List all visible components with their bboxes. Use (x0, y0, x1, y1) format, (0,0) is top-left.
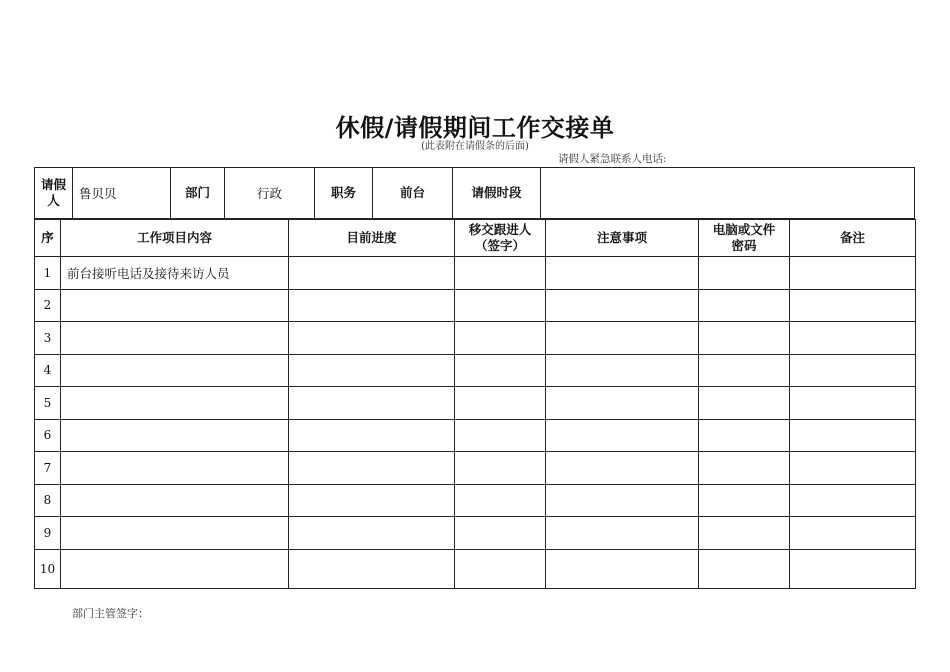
leave-period-field[interactable] (541, 168, 915, 219)
row-notes[interactable] (546, 517, 699, 550)
header-notes: 注意事项 (546, 220, 699, 257)
row-remarks[interactable] (790, 289, 916, 322)
row-password[interactable] (699, 354, 790, 387)
row-seq-number: 7 (35, 452, 61, 485)
header-seq: 序 (35, 220, 61, 257)
handover-table (34, 219, 916, 589)
row-notes[interactable] (546, 484, 699, 517)
row-password[interactable] (699, 387, 790, 420)
row-handover-signature[interactable] (455, 549, 546, 588)
row-notes[interactable] (546, 452, 699, 485)
row-work-content[interactable] (61, 322, 289, 355)
table-row (35, 354, 916, 387)
row-handover-signature[interactable] (455, 517, 546, 550)
row-remarks[interactable] (790, 257, 916, 290)
row-progress[interactable] (289, 419, 455, 452)
table-header-row (35, 220, 916, 257)
table-row (35, 484, 916, 517)
row-handover-signature[interactable] (455, 387, 546, 420)
row-seq-number: 3 (35, 322, 61, 355)
row-remarks[interactable] (790, 387, 916, 420)
row-handover-signature[interactable] (455, 322, 546, 355)
supervisor-signature-label: 部门主管签字： (72, 607, 149, 620)
row-handover-signature[interactable] (455, 257, 546, 290)
form-subtitle: (此表附在请假条的后面) (421, 141, 529, 152)
row-notes[interactable] (546, 419, 699, 452)
row-remarks[interactable] (790, 484, 916, 517)
row-notes[interactable] (546, 549, 699, 588)
header-remarks: 备注 (790, 220, 916, 257)
row-seq-number: 9 (35, 517, 61, 550)
row-handover-signature[interactable] (455, 419, 546, 452)
row-password[interactable] (699, 517, 790, 550)
row-work-content[interactable] (61, 354, 289, 387)
row-work-content[interactable] (61, 452, 289, 485)
row-progress[interactable] (289, 452, 455, 485)
row-notes[interactable] (546, 257, 699, 290)
header-password-line1: 电脑或文件 (712, 222, 776, 237)
applicant-info-table (34, 167, 915, 219)
row-seq-number: 5 (35, 387, 61, 420)
row-work-content[interactable] (61, 289, 289, 322)
leave-period-label: 请假时段 (453, 168, 541, 219)
row-handover-signature[interactable] (455, 289, 546, 322)
row-progress[interactable] (289, 549, 455, 588)
row-password[interactable] (699, 484, 790, 517)
row-work-content[interactable] (61, 484, 289, 517)
row-remarks[interactable] (790, 322, 916, 355)
row-progress[interactable] (289, 289, 455, 322)
header-handover-line1: 移交跟进人 (468, 222, 532, 237)
row-seq-number: 2 (35, 289, 61, 322)
header-password-line2: 密码 (731, 238, 757, 253)
table-row (35, 419, 916, 452)
row-handover-signature[interactable] (455, 452, 546, 485)
row-notes[interactable] (546, 387, 699, 420)
table-row (35, 452, 916, 485)
row-progress[interactable] (289, 387, 455, 420)
row-handover-signature[interactable] (455, 484, 546, 517)
row-remarks[interactable] (790, 419, 916, 452)
header-password (699, 220, 790, 257)
table-row (35, 257, 916, 290)
row-work-content[interactable] (61, 549, 289, 588)
header-handover-person (455, 220, 546, 257)
row-seq-number: 4 (35, 354, 61, 387)
row-password[interactable] (699, 419, 790, 452)
row-seq-number: 1 (35, 257, 61, 290)
row-work-content[interactable]: 前台接听电话及接待来访人员 (61, 257, 289, 290)
table-row (35, 549, 916, 588)
row-work-content[interactable] (61, 419, 289, 452)
row-seq-number: 6 (35, 419, 61, 452)
row-password[interactable] (699, 452, 790, 485)
position-field[interactable]: 前台 (373, 168, 453, 219)
row-remarks[interactable] (790, 517, 916, 550)
header-handover-line2: （签字） (474, 238, 525, 253)
row-password[interactable] (699, 257, 790, 290)
row-notes[interactable] (546, 322, 699, 355)
page-title: 休假/请假期间工作交接单 (335, 114, 615, 142)
applicant-name-field[interactable]: 鲁贝贝 (73, 168, 171, 219)
row-seq-number: 10 (35, 549, 61, 588)
row-work-content[interactable] (61, 517, 289, 550)
emergency-contact-label: 请假人紧急联系人电话: (558, 153, 667, 165)
row-progress[interactable] (289, 257, 455, 290)
row-password[interactable] (699, 289, 790, 322)
row-remarks[interactable] (790, 549, 916, 588)
row-progress[interactable] (289, 354, 455, 387)
header-work-content: 工作项目内容 (61, 220, 289, 257)
row-password[interactable] (699, 549, 790, 588)
row-remarks[interactable] (790, 354, 916, 387)
table-row (35, 322, 916, 355)
table-row (35, 289, 916, 322)
department-field[interactable]: 行政 (225, 168, 315, 219)
row-seq-number: 8 (35, 484, 61, 517)
row-password[interactable] (699, 322, 790, 355)
applicant-label: 请假人 (35, 168, 73, 219)
table-row (35, 387, 916, 420)
row-progress[interactable] (289, 484, 455, 517)
row-remarks[interactable] (790, 452, 916, 485)
row-notes[interactable] (546, 354, 699, 387)
table-row (35, 517, 916, 550)
row-progress[interactable] (289, 517, 455, 550)
row-work-content[interactable] (61, 387, 289, 420)
row-handover-signature[interactable] (455, 354, 546, 387)
header-progress: 目前进度 (289, 220, 455, 257)
department-label: 部门 (171, 168, 225, 219)
row-notes[interactable] (546, 289, 699, 322)
position-label: 职务 (315, 168, 373, 219)
row-progress[interactable] (289, 322, 455, 355)
